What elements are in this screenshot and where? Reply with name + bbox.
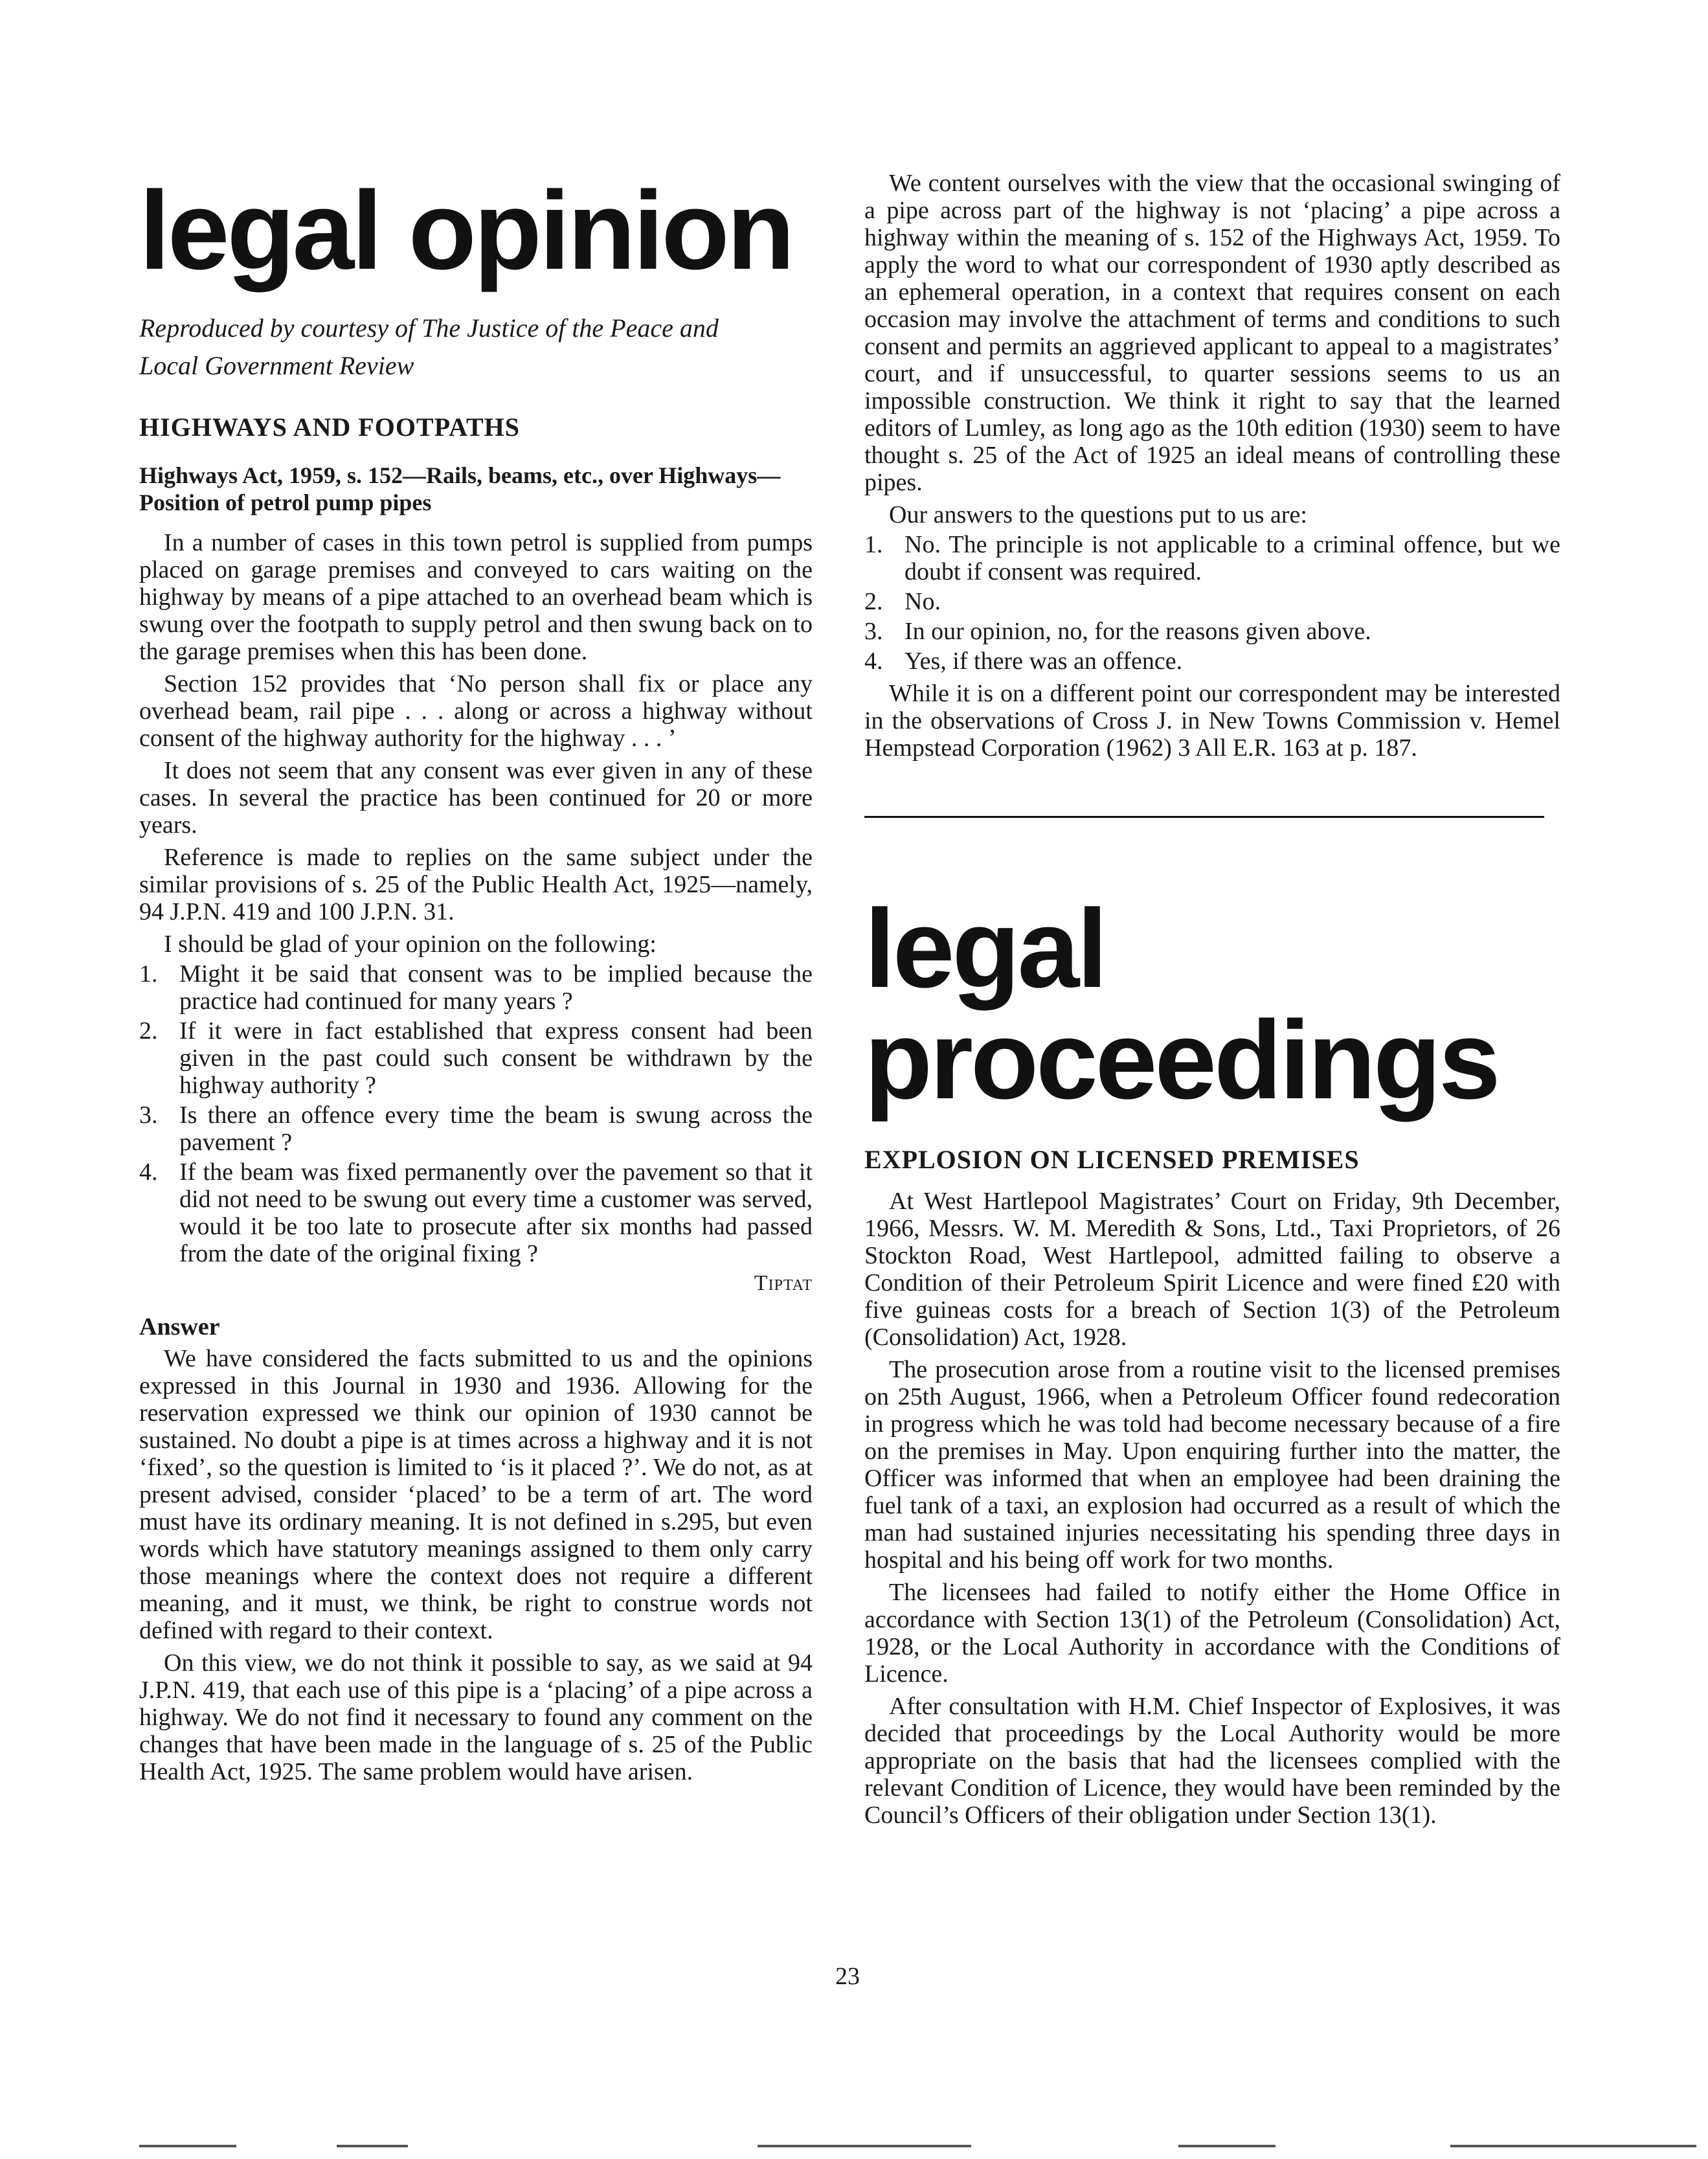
proceedings-paragraph: After consultation with H.M. Chief Inspector of Explosives, it was decided that proceedings by the Local Authority would be more appropriate on the basis that had the licensees complied with the relevant Condition of Licence, they would have been reminded by the Council’s Officers of their obligation under Section 13(1). (864, 1693, 1560, 1829)
list-item (864, 531, 1560, 585)
list-number: 4. (864, 648, 883, 675)
question-paragraph: I should be glad of your opinion on the following: (164, 931, 657, 958)
list-text: No. (905, 588, 941, 615)
credit-line-2: Local Government Review (139, 351, 414, 380)
proceedings-paragraph: The prosecution arose from a routine visit to the licensed premises on 25th August, 1966, when a Petroleum Officer found redecoration in progress which he was told had become necessary because of a fire on the premises in May. Upon enquiring further into the matter, the Officer was informed that when an employee had been draining the fuel tank of a taxi, an explosion had occurred as a result of which the man had sustained injuries necessitating his spending three days in hospital and his being off work for two months. (864, 1356, 1560, 1574)
question-paragraph: Reference is made to replies on the same subject under the similar provisions of s. 25 of the Public Health Act, 1925—namely, 94 J.P.N. 419 and 100 J.P.N. 31. (139, 844, 813, 925)
closing-paragraph: While it is on a different point our correspondent may be interested in the observations of Cross J. in New Towns Commission v. Hemel Hempstead Corporation (1962) 3 All E.R. 163 at p. 187. (864, 680, 1560, 762)
list-text: If it were in fact established that express consent had been given in the past could such consent be withdrawn by the highway authority ? (179, 1017, 813, 1099)
question-paragraph: Section 152 provides that ‘No person shall fix or place any overhead beam, rail pipe . . . along or across a highway without consent of the highway authority for the highway . . . ’ (139, 670, 813, 752)
scan-edge-mark (1450, 2145, 1696, 2147)
list-text: No. The principle is not applicable to a criminal offence, but we doubt if consent was required. (905, 531, 1560, 585)
page-number: 23 (835, 1963, 860, 1990)
continuation-paragraph: We content ourselves with the view that the occasional swinging of a pipe across part of the highway is not ‘placing’ a pipe across a highway within the meaning of s. 152 of the Highways Act, 1959. To apply the word to what our correspondent of 1930 aptly described as an ephemeral operation, in a context that requires consent on each occasion may involve the attachment of terms and conditions to such consent and permits an aggrieved applicant to appeal to a magistrates’ court, and if unsuccessful, to quarter sessions seems to us an impossible construction. We think it right to say that the learned editors of Lumley, as long ago as the 10th edition (1930) seem to have thought s. 25 of the Act of 1925 an ideal means of controlling these pipes. (864, 170, 1560, 496)
left-column (139, 168, 813, 1785)
list-text: Might it be said that consent was to be implied because the practice had continued for many years ? (179, 960, 813, 1015)
scan-edge-mark (139, 2145, 236, 2147)
list-item (864, 618, 1560, 645)
proceedings-paragraph: The licensees had failed to notify either the Home Office in accordance with Section 13(1) of the Petroleum (Consolidation) Act, 1928, or the Local Authority in accordance with the Conditions of Licence. (864, 1579, 1560, 1688)
list-number: 3. (139, 1102, 158, 1129)
list-item (139, 960, 813, 1015)
sub-heading: Highways Act, 1959, s. 152—Rails, beams, etc., over Highways—Position of petrol pump pipes (139, 462, 781, 515)
answers-intro: Our answers to the questions put to us are: (889, 501, 1307, 528)
section-divider (864, 816, 1544, 818)
answer-paragraph: We have considered the facts submitted to us and the opinions expressed in this Journal in 1930 and 1936. Allowing for the reservation expressed we think our opinion of 1930 cannot be sustained. No doubt a pipe is at times across a highway and it is not ‘fixed’, so the question is limited to ‘is it placed ?’. We do not, as at present advised, consider ‘placed’ to be a term of art. The word must have its ordinary meaning. It is not defined in s.295, but even words which have statutory meanings assigned to them only carry those meanings where the context does not require a different meaning, and it must, we think, be right to construe words not defined with regard to their context. (139, 1345, 813, 1644)
legal-proceedings-title: legal proceedings (864, 887, 1498, 1122)
scan-edge-mark (1178, 2145, 1275, 2147)
answer-heading: Answer (139, 1313, 220, 1340)
list-number: 1. (139, 960, 158, 988)
list-number: 4. (139, 1159, 158, 1186)
list-text: Is there an offence every time the beam is swung across the pavement ? (179, 1102, 813, 1156)
list-item (139, 1102, 813, 1156)
list-text: In our opinion, no, for the reasons given above. (905, 618, 1371, 645)
answer-paragraph: On this view, we do not think it possible to say, as we said at 94 J.P.N. 419, that each use of this pipe is a ‘placing’ of a pipe across a highway. We do not find it necessary to found any comment on the changes that have been made in the language of s. 25 of the Public Health Act, 1925. The same problem would have arisen. (139, 1649, 813, 1785)
list-item (864, 648, 1560, 675)
list-text: Yes, if there was an offence. (905, 648, 1183, 675)
right-column (864, 170, 1560, 1829)
list-item (139, 1159, 813, 1267)
list-number: 2. (139, 1017, 158, 1045)
question-paragraph: It does not seem that any consent was ever given in any of these cases. In several the practice has been continued for 20 or more years. (139, 757, 813, 839)
list-item (864, 588, 1560, 615)
list-number: 2. (864, 588, 883, 615)
scan-edge-mark (758, 2145, 971, 2147)
legal-opinion-title: legal opinion (139, 168, 792, 293)
section-heading: HIGHWAYS AND FOOTPATHS (139, 413, 521, 442)
proceedings-paragraph: At West Hartlepool Magistrates’ Court on Friday, 9th December, 1966, Messrs. W. M. Meredith & Sons, Ltd., Taxi Proprietors, of 26 Stockton Road, West Hartlepool, admitted failing to observe a Condition of their Petroleum Spirit Licence and were fined £20 with five guineas costs for a breach of Section 1(3) of the Petroleum (Consolidation) Act, 1928. (864, 1188, 1560, 1351)
list-number: 3. (864, 618, 883, 645)
list-number: 1. (864, 531, 883, 558)
question-paragraph: In a number of cases in this town petrol is supplied from pumps placed on garage premises and conveyed to cars waiting on the highway by means of a pipe attached to an overhead beam which is swung over the footpath to supply petrol and then swung back on to the garage premises when this has been done. (139, 529, 813, 665)
scan-edge-mark (337, 2145, 408, 2147)
correspondent-signature: Tiptat (754, 1271, 813, 1295)
credit-line (139, 310, 813, 385)
list-item (139, 1017, 813, 1099)
credit-line-1: Reproduced by courtesy of The Justice of the Peace and (139, 313, 719, 343)
section-heading: EXPLOSION ON LICENSED PREMISES (864, 1145, 1360, 1174)
answer-list (864, 531, 1560, 675)
list-text: If the beam was fixed permanently over the pavement so that it did not need to be swung out every time a customer was served, would it be too late to prosecute after six months had passed from the date of the original fixing ? (179, 1159, 813, 1267)
question-list (139, 960, 813, 1267)
